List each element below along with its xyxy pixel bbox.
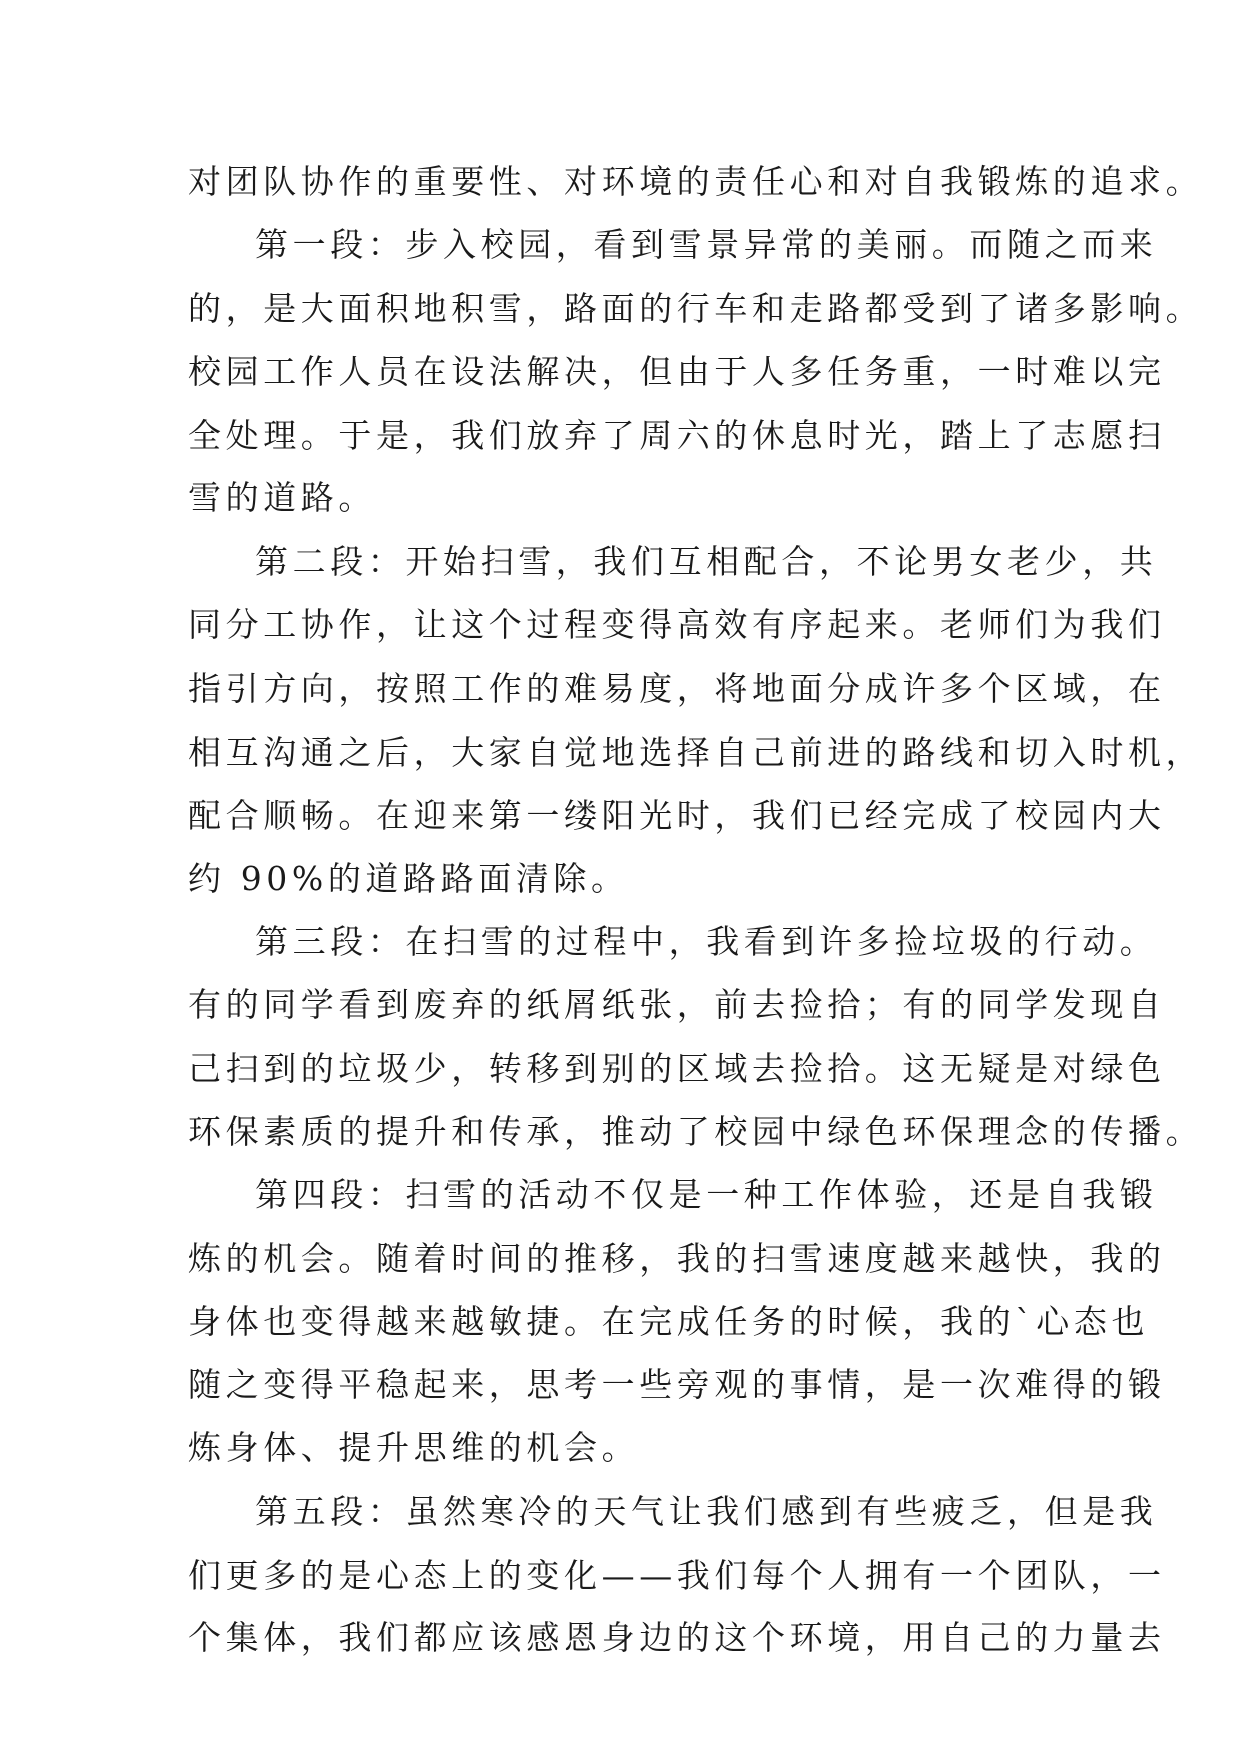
- text-line: 随之变得平稳起来，思考一些旁观的事情，是一次难得的锻: [188, 1365, 1166, 1404]
- paragraph-5-start: 第五段：虽然寒冷的天气让我们感到有些疲乏，但是我: [255, 1492, 1158, 1531]
- text-line: 相互沟通之后，大家自觉地选择自己前进的路线和切入时机，: [188, 733, 1204, 772]
- text-line: 对团队协作的重要性、对环境的责任心和对自我锻炼的追求。: [188, 162, 1204, 201]
- text-line: 的，是大面积地积雪，路面的行车和走路都受到了诸多影响。: [188, 289, 1204, 328]
- text-line: 指引方向，按照工作的难易度，将地面分成许多个区域，在: [188, 669, 1166, 708]
- text-line: 配合顺畅。在迎来第一缕阳光时，我们已经完成了校园内大: [188, 796, 1166, 835]
- text-line: 炼身体、提升思维的机会。: [188, 1428, 640, 1467]
- text-line: 校园工作人员在设法解决，但由于人多任务重，一时难以完: [188, 352, 1166, 391]
- text-line: 炼的机会。随着时间的推移，我的扫雪速度越来越快，我的: [188, 1239, 1166, 1278]
- text-line: 们更多的是心态上的变化——我们每个人拥有一个团队，一: [188, 1556, 1166, 1595]
- text-line: 约 90%的道路路面清除。: [188, 859, 629, 898]
- text-line: 全处理。于是，我们放弃了周六的休息时光，踏上了志愿扫: [188, 416, 1166, 455]
- text-line: 有的同学看到废弃的纸屑纸张，前去捡拾；有的同学发现自: [188, 985, 1166, 1024]
- text-line: 己扫到的垃圾少，转移到别的区域去捡拾。这无疑是对绿色: [188, 1049, 1166, 1088]
- paragraph-2-start: 第二段：开始扫雪，我们互相配合，不论男女老少，共: [255, 542, 1158, 581]
- paragraph-4-start: 第四段：扫雪的活动不仅是一种工作体验，还是自我锻: [255, 1175, 1158, 1214]
- text-line: 身体也变得越来越敏捷。在完成任务的时候，我的`心态也: [188, 1302, 1150, 1341]
- text-line: 个集体，我们都应该感恩身边的这个环境，用自己的力量去: [188, 1618, 1166, 1657]
- text-line: 雪的道路。: [188, 478, 376, 517]
- text-line: 同分工协作，让这个过程变得高效有序起来。老师们为我们: [188, 605, 1166, 644]
- text-line: 环保素质的提升和传承，推动了校园中绿色环保理念的传播。: [188, 1112, 1204, 1151]
- paragraph-3-start: 第三段：在扫雪的过程中，我看到许多捡垃圾的行动。: [255, 922, 1158, 961]
- paragraph-1-start: 第一段：步入校园，看到雪景异常的美丽。而随之而来: [255, 225, 1158, 264]
